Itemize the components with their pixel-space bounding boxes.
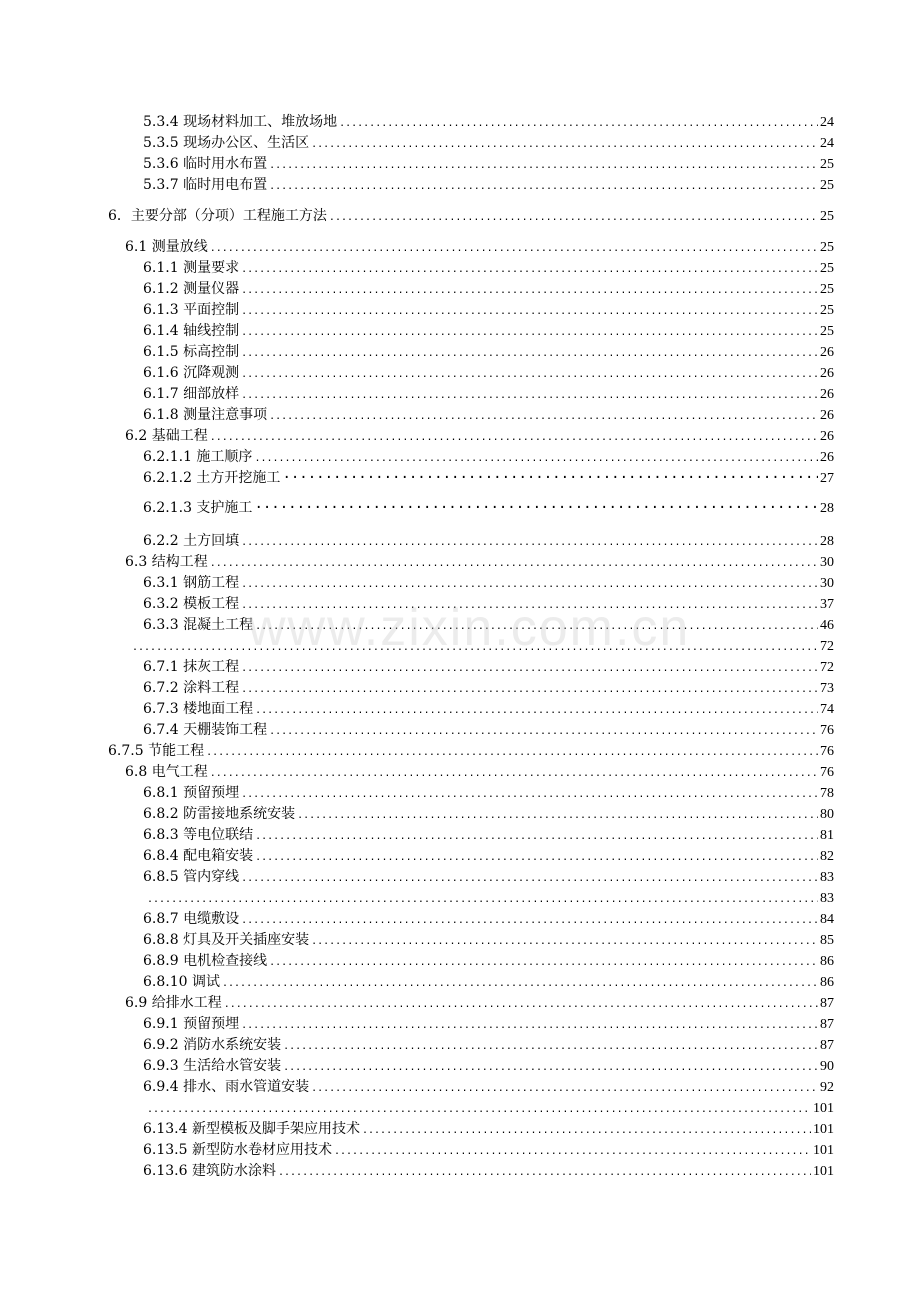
toc-entry-title: 5.3.6 临时用水布置 xyxy=(143,156,268,172)
toc-entry-title: 6.2.2 土方回填 xyxy=(143,533,240,549)
toc-entry-title: 6.13.5 新型防水卷材应用技术 xyxy=(143,1142,332,1158)
toc-page-number: 83 xyxy=(820,891,834,906)
toc-page-number: 73 xyxy=(820,681,834,696)
toc-leader-dots xyxy=(241,574,818,595)
toc-entry-title: 6.2 基础工程 xyxy=(125,428,208,444)
toc-page-number: 25 xyxy=(820,261,834,276)
toc-entry[interactable] xyxy=(130,636,834,657)
toc-entry[interactable] xyxy=(143,279,834,300)
toc-leader-dots xyxy=(329,207,818,228)
toc-page-number: 84 xyxy=(820,912,834,927)
toc-leader-dots xyxy=(241,679,818,700)
toc-entry-title: 6.9 给排水工程 xyxy=(125,995,222,1011)
toc-page-number: 101 xyxy=(813,1143,834,1158)
toc-page-number: 25 xyxy=(820,303,834,318)
toc-entry-title: 6.8.7 电缆敷设 xyxy=(143,911,240,927)
toc-page-number: 80 xyxy=(820,807,834,822)
toc-leader-dots xyxy=(282,468,818,490)
toc-entry[interactable] xyxy=(125,237,834,258)
toc-page-number: 26 xyxy=(820,387,834,402)
toc-entry[interactable] xyxy=(143,133,834,154)
toc-page-number: 25 xyxy=(820,282,834,297)
toc-entry[interactable] xyxy=(143,363,834,384)
toc-entry-title: 5.3.7 临时用电布置 xyxy=(143,177,268,193)
toc-leader-dots xyxy=(254,448,818,469)
toc-entry-title: 6.8.1 预留预埋 xyxy=(143,785,240,801)
toc-page-number: 26 xyxy=(820,450,834,465)
toc-entry-title: 6.8.8 灯具及开关插座安装 xyxy=(143,932,310,948)
toc-entry-title: 6.8.3 等电位联结 xyxy=(143,827,254,843)
toc-entry-title: 6.1.1 测量要求 xyxy=(143,260,240,276)
toc-leader-dots xyxy=(241,910,818,931)
toc-page-number: 46 xyxy=(820,618,834,633)
toc-leader-dots xyxy=(241,1015,818,1036)
toc-leader-dots xyxy=(241,322,818,343)
toc-entry[interactable] xyxy=(143,1077,834,1098)
toc-page-number: 25 xyxy=(820,209,834,224)
toc-leader-dots xyxy=(210,427,818,448)
toc-leader-dots xyxy=(311,931,818,952)
toc-entry-title: 6.1.5 标高控制 xyxy=(143,344,240,360)
toc-page-number: 25 xyxy=(820,157,834,172)
toc-entry-title: 6.8.10 调试 xyxy=(143,974,220,990)
toc-leader-dots xyxy=(210,553,818,574)
toc-page-number: 25 xyxy=(820,178,834,193)
toc-leader-dots xyxy=(241,301,818,322)
toc-entry-title: 6.9.4 排水、雨水管道安装 xyxy=(143,1079,310,1095)
toc-leader-dots xyxy=(241,658,818,679)
toc-leader-dots xyxy=(147,889,818,910)
toc-entry[interactable] xyxy=(145,1098,834,1119)
toc-entry[interactable] xyxy=(143,1056,834,1077)
toc-leader-dots xyxy=(241,532,818,553)
toc-page-number: 24 xyxy=(820,115,834,130)
toc-page-number: 81 xyxy=(820,828,834,843)
toc-entry-title: 6.8 电气工程 xyxy=(125,764,208,780)
toc-page-number: 76 xyxy=(820,765,834,780)
toc-entry[interactable] xyxy=(143,573,834,594)
toc-entry[interactable] xyxy=(143,678,834,699)
toc-page-number: 26 xyxy=(820,408,834,423)
toc-page-number: 92 xyxy=(820,1080,834,1095)
toc-entry[interactable] xyxy=(143,384,834,405)
toc-entry-title: 6.2.1.3 支护施工 xyxy=(143,500,253,516)
toc-leader-dots xyxy=(206,742,818,763)
toc-entry[interactable] xyxy=(143,154,834,175)
toc-entry[interactable] xyxy=(143,405,834,426)
toc-leader-dots xyxy=(283,1036,818,1057)
toc-leader-dots xyxy=(255,700,818,721)
toc-page-number: 30 xyxy=(820,555,834,570)
toc-entry-title: 6.3.3 混凝土工程 xyxy=(143,617,254,633)
toc-page-number: 26 xyxy=(820,345,834,360)
toc-entry-title: 5.3.5 现场办公区、生活区 xyxy=(143,135,310,151)
toc-page-number: 74 xyxy=(820,702,834,717)
toc-page-number: 86 xyxy=(820,954,834,969)
toc-entry-title: 6.1.8 测量注意事项 xyxy=(143,407,268,423)
toc-leader-dots xyxy=(255,847,818,868)
toc-entry-title: 6.1.3 平面控制 xyxy=(143,302,240,318)
toc-entry[interactable] xyxy=(143,720,834,741)
toc-entry[interactable] xyxy=(143,300,834,321)
toc-entry-title: 6.9.2 消防水系统安装 xyxy=(143,1037,282,1053)
toc-entry[interactable] xyxy=(143,972,834,993)
toc-entry[interactable] xyxy=(143,1119,834,1140)
toc-entry-title: 6.1.4 轴线控制 xyxy=(143,323,240,339)
toc-entry-title: 6.3 结构工程 xyxy=(125,554,208,570)
toc-entry-title: 6.1.7 细部放样 xyxy=(143,386,240,402)
toc-entry-title: 6.1 测量放线 xyxy=(125,239,208,255)
toc-entry[interactable] xyxy=(143,909,834,930)
toc-leader-dots xyxy=(297,805,818,826)
toc-leader-dots xyxy=(254,498,818,520)
toc-page-number: 28 xyxy=(820,501,834,516)
toc-entry[interactable] xyxy=(143,321,834,342)
toc-entry[interactable] xyxy=(143,1161,834,1182)
toc-page-number: 24 xyxy=(820,136,834,151)
toc-entry[interactable] xyxy=(143,112,834,133)
toc-page-number: 76 xyxy=(820,723,834,738)
toc-leader-dots xyxy=(241,868,818,889)
toc-entry[interactable] xyxy=(143,657,834,678)
toc-page-number: 30 xyxy=(820,576,834,591)
toc-entry[interactable] xyxy=(143,825,834,846)
toc-leader-dots xyxy=(269,952,818,973)
toc-entry[interactable] xyxy=(125,993,834,1014)
toc-entry-title: 6.1.2 测量仪器 xyxy=(143,281,240,297)
toc-page-number: 27 xyxy=(820,471,834,486)
toc-entry[interactable] xyxy=(143,951,834,972)
toc-leader-dots xyxy=(241,364,818,385)
toc-leader-dots xyxy=(311,1078,818,1099)
toc-entry-title: 6.9.1 预留预埋 xyxy=(143,1016,240,1032)
toc-entry-title: 6.3.2 模板工程 xyxy=(143,596,240,612)
toc-leader-dots xyxy=(224,994,818,1015)
toc-entry[interactable] xyxy=(143,846,834,867)
toc-leader-dots xyxy=(241,385,818,406)
toc-entry-title: 6．主要分部（分项）工程施工方法 xyxy=(108,208,327,224)
toc-entry-title: 6.7.1 抹灰工程 xyxy=(143,659,240,675)
toc-page-number: 85 xyxy=(820,933,834,948)
toc-page-number: 28 xyxy=(820,534,834,549)
toc-page-number: 72 xyxy=(820,660,834,675)
toc-entry[interactable] xyxy=(143,258,834,279)
toc-entry[interactable] xyxy=(143,1035,834,1056)
toc-entry-title: 6.8.5 管内穿线 xyxy=(143,869,240,885)
toc-leader-dots xyxy=(210,238,818,259)
toc-page-number: 26 xyxy=(820,366,834,381)
toc-entry[interactable] xyxy=(143,447,834,468)
toc-leader-dots xyxy=(339,113,818,134)
toc-entry-title: 6.13.4 新型模板及脚手架应用技术 xyxy=(143,1121,360,1137)
toc-page-number: 78 xyxy=(820,786,834,801)
toc-entry[interactable] xyxy=(143,930,834,951)
toc-page-number: 26 xyxy=(820,429,834,444)
toc-leader-dots xyxy=(311,134,818,155)
toc-entry-title: 6.2.1.2 土方开挖施工 xyxy=(143,470,281,486)
toc-page-number: 90 xyxy=(820,1059,834,1074)
toc-leader-dots xyxy=(132,637,818,658)
toc-entry[interactable] xyxy=(125,552,834,573)
toc-entry[interactable] xyxy=(145,888,834,909)
toc-page-number: 37 xyxy=(820,597,834,612)
toc-leader-dots xyxy=(269,406,818,427)
toc-entry-title: 6.7.5 节能工程 xyxy=(108,743,205,759)
toc-page-number: 25 xyxy=(820,324,834,339)
toc-leader-dots xyxy=(241,259,818,280)
toc-page-number: 76 xyxy=(820,744,834,759)
toc-page-number: 101 xyxy=(813,1122,834,1137)
toc-page-number: 72 xyxy=(820,639,834,654)
toc-leader-dots xyxy=(210,763,818,784)
toc-entry-title: 6.3.1 钢筋工程 xyxy=(143,575,240,591)
toc-entry[interactable] xyxy=(143,699,834,720)
toc-entry[interactable] xyxy=(143,468,834,489)
toc-entry[interactable] xyxy=(108,741,834,762)
toc-entry-title: 6.7.2 涂料工程 xyxy=(143,680,240,696)
toc-leader-dots xyxy=(269,721,818,742)
toc-entry-title: 6.8.9 电机检查接线 xyxy=(143,953,268,969)
toc-entry[interactable] xyxy=(143,804,834,825)
toc-leader-dots xyxy=(147,1099,811,1120)
toc-entry[interactable] xyxy=(143,342,834,363)
watermark: www.zixin.com.cn xyxy=(248,599,691,657)
toc-leader-dots xyxy=(269,155,818,176)
toc-page-number: 87 xyxy=(820,1038,834,1053)
toc-entry[interactable] xyxy=(108,206,834,227)
toc-page-number: 86 xyxy=(820,975,834,990)
toc-entry-title: 6.2.1.1 施工顺序 xyxy=(143,449,253,465)
toc-leader-dots xyxy=(241,595,818,616)
toc-leader-dots xyxy=(222,973,818,994)
toc-entry-title: 6.13.6 建筑防水涂料 xyxy=(143,1163,276,1179)
toc-page-number: 101 xyxy=(813,1101,834,1116)
toc-leader-dots xyxy=(241,343,818,364)
toc-leader-dots xyxy=(278,1162,811,1183)
toc-leader-dots xyxy=(334,1141,811,1162)
toc-entry-title: 6.1.6 沉降观测 xyxy=(143,365,240,381)
toc-leader-dots xyxy=(241,280,818,301)
toc-entry[interactable] xyxy=(143,175,834,196)
toc-entry[interactable] xyxy=(143,1014,834,1035)
toc-leader-dots xyxy=(269,176,818,197)
toc-entry[interactable] xyxy=(143,498,834,519)
toc-page-number: 83 xyxy=(820,870,834,885)
toc-page-number: 87 xyxy=(820,996,834,1011)
toc-entry-title: 6.8.2 防雷接地系统安装 xyxy=(143,806,296,822)
toc-entry[interactable] xyxy=(125,426,834,447)
toc-entry[interactable] xyxy=(125,762,834,783)
toc-leader-dots xyxy=(283,1057,818,1078)
toc-leader-dots xyxy=(241,784,818,805)
toc-entry[interactable] xyxy=(143,1140,834,1161)
toc-page-number: 25 xyxy=(820,240,834,255)
toc-entry-title: 5.3.4 现场材料加工、堆放场地 xyxy=(143,114,338,130)
toc-page-number: 87 xyxy=(820,1017,834,1032)
toc-page-number: 101 xyxy=(813,1164,834,1179)
toc-entry[interactable] xyxy=(143,531,834,552)
toc-entry-title: 6.7.3 楼地面工程 xyxy=(143,701,254,717)
toc-entry-title: 6.7.4 天棚装饰工程 xyxy=(143,722,268,738)
toc-leader-dots xyxy=(255,826,818,847)
toc-entry[interactable] xyxy=(143,594,834,615)
toc-entry[interactable] xyxy=(143,867,834,888)
toc-entry[interactable] xyxy=(143,615,834,636)
toc-entry-title: 6.8.4 配电箱安装 xyxy=(143,848,254,864)
toc-leader-dots xyxy=(362,1120,811,1141)
toc-leader-dots xyxy=(255,616,818,637)
toc-entry[interactable] xyxy=(143,783,834,804)
toc-page-number: 82 xyxy=(820,849,834,864)
toc-entry-title: 6.9.3 生活给水管安装 xyxy=(143,1058,282,1074)
